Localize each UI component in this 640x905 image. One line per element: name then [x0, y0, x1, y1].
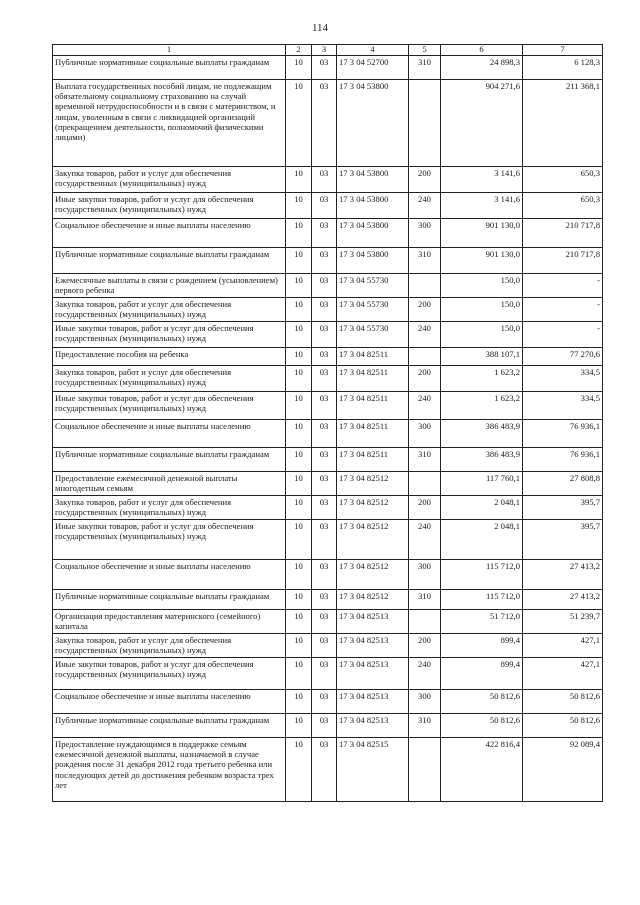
row-name-cell: Иные закупки товаров, работ и услуг для обеспечения государственных (муниципальных) нужд: [53, 322, 286, 348]
amount-cell: 1 623,2: [441, 392, 523, 420]
subsection-cell: 03: [312, 610, 337, 634]
expense-type-cell: 300: [409, 690, 441, 714]
target-article-cell: 17 3 04 82511: [337, 448, 409, 472]
table-row: [53, 714, 603, 738]
expense-type-cell: 310: [409, 248, 441, 274]
subsection-cell: 03: [312, 714, 337, 738]
amount-cell: 2 048,1: [441, 520, 523, 560]
section-cell: 10: [286, 392, 312, 420]
amount-cell: 650,3: [523, 167, 603, 193]
target-article-cell: 17 3 04 52700: [337, 56, 409, 80]
target-article-cell: 17 3 04 82511: [337, 420, 409, 448]
amount-cell: -: [523, 322, 603, 348]
expense-type-cell: [409, 610, 441, 634]
expense-type-cell: 310: [409, 590, 441, 610]
expense-type-cell: 310: [409, 448, 441, 472]
subsection-cell: 03: [312, 274, 337, 298]
row-name-cell: Социальное обеспечение и иные выплаты населению: [53, 560, 286, 590]
subsection-cell: 03: [312, 298, 337, 322]
expense-type-cell: 240: [409, 193, 441, 219]
subsection-cell: 03: [312, 193, 337, 219]
amount-cell: 150,0: [441, 274, 523, 298]
column-header: 7: [523, 45, 603, 56]
target-article-cell: 17 3 04 82513: [337, 658, 409, 690]
target-article-cell: 17 3 04 82513: [337, 634, 409, 658]
expense-type-cell: 200: [409, 167, 441, 193]
row-name-cell: Публичные нормативные социальные выплаты гражданам: [53, 56, 286, 80]
row-name-cell: Выплата государственных пособий лицам, не подлежащим обязательному социальному страхованию на случай временной нетрудоспособности и в связи с материнством, и лицам, уволенным в связи с ликвидацией организаций (прекращением деятельности, полномочий физическими лицами): [53, 80, 286, 167]
section-cell: 10: [286, 520, 312, 560]
expense-type-cell: 200: [409, 298, 441, 322]
row-name-cell: Предоставление нуждающимся в поддержке семьям ежемесячной денежной выплаты, назначаемой в случае рождения после 31 декабря 2012 года третьего ребенка или последующих детей до достижения ребенком возраста трех лет: [53, 738, 286, 802]
table-header-row: [53, 45, 603, 56]
row-name-cell: Закупка товаров, работ и услуг для обеспечения государственных (муниципальных) нужд: [53, 298, 286, 322]
section-cell: 10: [286, 472, 312, 496]
amount-cell: 334,5: [523, 392, 603, 420]
amount-cell: 395,7: [523, 520, 603, 560]
target-article-cell: 17 3 04 82515: [337, 738, 409, 802]
target-article-cell: 17 3 04 55730: [337, 274, 409, 298]
target-article-cell: 17 3 04 82513: [337, 690, 409, 714]
amount-cell: 395,7: [523, 496, 603, 520]
amount-cell: 76 936,1: [523, 448, 603, 472]
expense-type-cell: 240: [409, 520, 441, 560]
amount-cell: 115 712,0: [441, 560, 523, 590]
row-name-cell: Публичные нормативные социальные выплаты гражданам: [53, 714, 286, 738]
amount-cell: 117 760,1: [441, 472, 523, 496]
table-row: [53, 496, 603, 520]
amount-cell: 27 413,2: [523, 560, 603, 590]
row-name-cell: Публичные нормативные социальные выплаты гражданам: [53, 448, 286, 472]
subsection-cell: 03: [312, 322, 337, 348]
expense-type-cell: 310: [409, 714, 441, 738]
table-row: [53, 658, 603, 690]
row-name-cell: Предоставление ежемесячной денежной выплаты многодетным семьям: [53, 472, 286, 496]
table-row: [53, 298, 603, 322]
table-row: [53, 392, 603, 420]
amount-cell: 92 089,4: [523, 738, 603, 802]
row-name-cell: Организация предоставления материнского (семейного) капитала: [53, 610, 286, 634]
subsection-cell: 03: [312, 80, 337, 167]
section-cell: 10: [286, 610, 312, 634]
target-article-cell: 17 3 04 82511: [337, 392, 409, 420]
amount-cell: 899,4: [441, 634, 523, 658]
section-cell: 10: [286, 56, 312, 80]
subsection-cell: 03: [312, 658, 337, 690]
section-cell: 10: [286, 420, 312, 448]
amount-cell: 76 936,1: [523, 420, 603, 448]
expense-type-cell: [409, 80, 441, 167]
section-cell: 10: [286, 366, 312, 392]
column-header: 3: [312, 45, 337, 56]
page-number: 114: [311, 22, 329, 34]
target-article-cell: 17 3 04 82512: [337, 520, 409, 560]
amount-cell: 150,0: [441, 322, 523, 348]
column-header: 1: [53, 45, 286, 56]
amount-cell: -: [523, 298, 603, 322]
section-cell: 10: [286, 274, 312, 298]
amount-cell: 50 812,6: [441, 714, 523, 738]
section-cell: 10: [286, 448, 312, 472]
budget-table: [52, 44, 603, 802]
table-row: [53, 167, 603, 193]
amount-cell: 3 141,6: [441, 167, 523, 193]
table-row: [53, 590, 603, 610]
table-row: [53, 219, 603, 248]
column-header: 4: [337, 45, 409, 56]
subsection-cell: 03: [312, 560, 337, 590]
target-article-cell: 17 3 04 82511: [337, 366, 409, 392]
row-name-cell: Иные закупки товаров, работ и услуг для обеспечения государственных (муниципальных) нужд: [53, 658, 286, 690]
amount-cell: 334,5: [523, 366, 603, 392]
target-article-cell: 17 3 04 82512: [337, 590, 409, 610]
row-name-cell: Предоставление пособия на ребенка: [53, 348, 286, 366]
amount-cell: 24 898,3: [441, 56, 523, 80]
section-cell: 10: [286, 80, 312, 167]
subsection-cell: 03: [312, 472, 337, 496]
row-name-cell: Закупка товаров, работ и услуг для обеспечения государственных (муниципальных) нужд: [53, 366, 286, 392]
table-row: [53, 690, 603, 714]
table-row: [53, 248, 603, 274]
target-article-cell: 17 3 04 55730: [337, 298, 409, 322]
section-cell: 10: [286, 219, 312, 248]
amount-cell: 150,0: [441, 298, 523, 322]
table-row: [53, 322, 603, 348]
subsection-cell: 03: [312, 248, 337, 274]
subsection-cell: 03: [312, 392, 337, 420]
target-article-cell: 17 3 04 82512: [337, 560, 409, 590]
section-cell: 10: [286, 738, 312, 802]
amount-cell: 210 717,8: [523, 219, 603, 248]
subsection-cell: 03: [312, 520, 337, 560]
amount-cell: 388 107,1: [441, 348, 523, 366]
expense-type-cell: [409, 738, 441, 802]
subsection-cell: 03: [312, 690, 337, 714]
expense-type-cell: 300: [409, 219, 441, 248]
amount-cell: 901 130,0: [441, 248, 523, 274]
amount-cell: 1 623,2: [441, 366, 523, 392]
row-name-cell: Закупка товаров, работ и услуг для обеспечения государственных (муниципальных) нужд: [53, 167, 286, 193]
table-row: [53, 560, 603, 590]
row-name-cell: Социальное обеспечение и иные выплаты населению: [53, 219, 286, 248]
amount-cell: -: [523, 274, 603, 298]
section-cell: 10: [286, 322, 312, 348]
column-header: 6: [441, 45, 523, 56]
table-row: [53, 738, 603, 802]
amount-cell: 211 368,1: [523, 80, 603, 167]
section-cell: 10: [286, 658, 312, 690]
column-header: 5: [409, 45, 441, 56]
expense-type-cell: [409, 274, 441, 298]
amount-cell: 6 128,3: [523, 56, 603, 80]
table-row: [53, 634, 603, 658]
section-cell: 10: [286, 560, 312, 590]
amount-cell: 650,3: [523, 193, 603, 219]
expense-type-cell: 200: [409, 366, 441, 392]
expense-type-cell: 310: [409, 56, 441, 80]
amount-cell: 386 483,9: [441, 448, 523, 472]
subsection-cell: 03: [312, 420, 337, 448]
amount-cell: 904 271,6: [441, 80, 523, 167]
row-name-cell: Публичные нормативные социальные выплаты гражданам: [53, 248, 286, 274]
target-article-cell: 17 3 04 53800: [337, 219, 409, 248]
section-cell: 10: [286, 590, 312, 610]
amount-cell: 50 812,6: [441, 690, 523, 714]
target-article-cell: 17 3 04 82512: [337, 496, 409, 520]
subsection-cell: 03: [312, 634, 337, 658]
row-name-cell: Социальное обеспечение и иные выплаты населению: [53, 690, 286, 714]
amount-cell: 51 239,7: [523, 610, 603, 634]
row-name-cell: Иные закупки товаров, работ и услуг для обеспечения государственных (муниципальных) нужд: [53, 193, 286, 219]
subsection-cell: 03: [312, 590, 337, 610]
amount-cell: 386 483,9: [441, 420, 523, 448]
target-article-cell: 17 3 04 82513: [337, 714, 409, 738]
column-header: 2: [286, 45, 312, 56]
amount-cell: 3 141,6: [441, 193, 523, 219]
table-row: [53, 274, 603, 298]
amount-cell: 51 712,0: [441, 610, 523, 634]
subsection-cell: 03: [312, 348, 337, 366]
table-row: [53, 520, 603, 560]
subsection-cell: 03: [312, 219, 337, 248]
table-row: [53, 420, 603, 448]
row-name-cell: Социальное обеспечение и иные выплаты населению: [53, 420, 286, 448]
table-row: [53, 366, 603, 392]
target-article-cell: 17 3 04 82511: [337, 348, 409, 366]
amount-cell: 27 413,2: [523, 590, 603, 610]
target-article-cell: 17 3 04 55730: [337, 322, 409, 348]
amount-cell: 901 130,0: [441, 219, 523, 248]
target-article-cell: 17 3 04 53800: [337, 248, 409, 274]
table-row: [53, 56, 603, 80]
amount-cell: 210 717,8: [523, 248, 603, 274]
table-row: [53, 348, 603, 366]
section-cell: 10: [286, 248, 312, 274]
row-name-cell: Закупка товаров, работ и услуг для обеспечения государственных (муниципальных) нужд: [53, 496, 286, 520]
amount-cell: 77 270,6: [523, 348, 603, 366]
target-article-cell: 17 3 04 53800: [337, 167, 409, 193]
table-row: [53, 80, 603, 167]
section-cell: 10: [286, 193, 312, 219]
section-cell: 10: [286, 348, 312, 366]
expense-type-cell: 240: [409, 392, 441, 420]
amount-cell: 427,1: [523, 634, 603, 658]
table-row: [53, 193, 603, 219]
row-name-cell: Иные закупки товаров, работ и услуг для обеспечения государственных (муниципальных) нужд: [53, 520, 286, 560]
row-name-cell: Ежемесячные выплаты в связи с рождением (усыновлением) первого ребенка: [53, 274, 286, 298]
subsection-cell: 03: [312, 448, 337, 472]
amount-cell: 422 816,4: [441, 738, 523, 802]
target-article-cell: 17 3 04 82513: [337, 610, 409, 634]
target-article-cell: 17 3 04 53800: [337, 80, 409, 167]
amount-cell: 899,4: [441, 658, 523, 690]
amount-cell: 27 808,8: [523, 472, 603, 496]
subsection-cell: 03: [312, 167, 337, 193]
row-name-cell: Закупка товаров, работ и услуг для обеспечения государственных (муниципальных) нужд: [53, 634, 286, 658]
section-cell: 10: [286, 298, 312, 322]
section-cell: 10: [286, 634, 312, 658]
expense-type-cell: 300: [409, 560, 441, 590]
expense-type-cell: [409, 472, 441, 496]
target-article-cell: 17 3 04 82512: [337, 472, 409, 496]
amount-cell: 2 048,1: [441, 496, 523, 520]
amount-cell: 50 812,6: [523, 714, 603, 738]
expense-type-cell: 200: [409, 634, 441, 658]
table-row: [53, 610, 603, 634]
table-row: [53, 448, 603, 472]
expense-type-cell: 200: [409, 496, 441, 520]
section-cell: 10: [286, 714, 312, 738]
amount-cell: 427,1: [523, 658, 603, 690]
subsection-cell: 03: [312, 496, 337, 520]
subsection-cell: 03: [312, 366, 337, 392]
table-row: [53, 472, 603, 496]
amount-cell: 50 812,6: [523, 690, 603, 714]
subsection-cell: 03: [312, 56, 337, 80]
expense-type-cell: 240: [409, 658, 441, 690]
row-name-cell: Иные закупки товаров, работ и услуг для обеспечения государственных (муниципальных) нужд: [53, 392, 286, 420]
subsection-cell: 03: [312, 738, 337, 802]
section-cell: 10: [286, 496, 312, 520]
expense-type-cell: 300: [409, 420, 441, 448]
row-name-cell: Публичные нормативные социальные выплаты гражданам: [53, 590, 286, 610]
target-article-cell: 17 3 04 53800: [337, 193, 409, 219]
section-cell: 10: [286, 690, 312, 714]
expense-type-cell: 240: [409, 322, 441, 348]
section-cell: 10: [286, 167, 312, 193]
expense-type-cell: [409, 348, 441, 366]
amount-cell: 115 712,0: [441, 590, 523, 610]
